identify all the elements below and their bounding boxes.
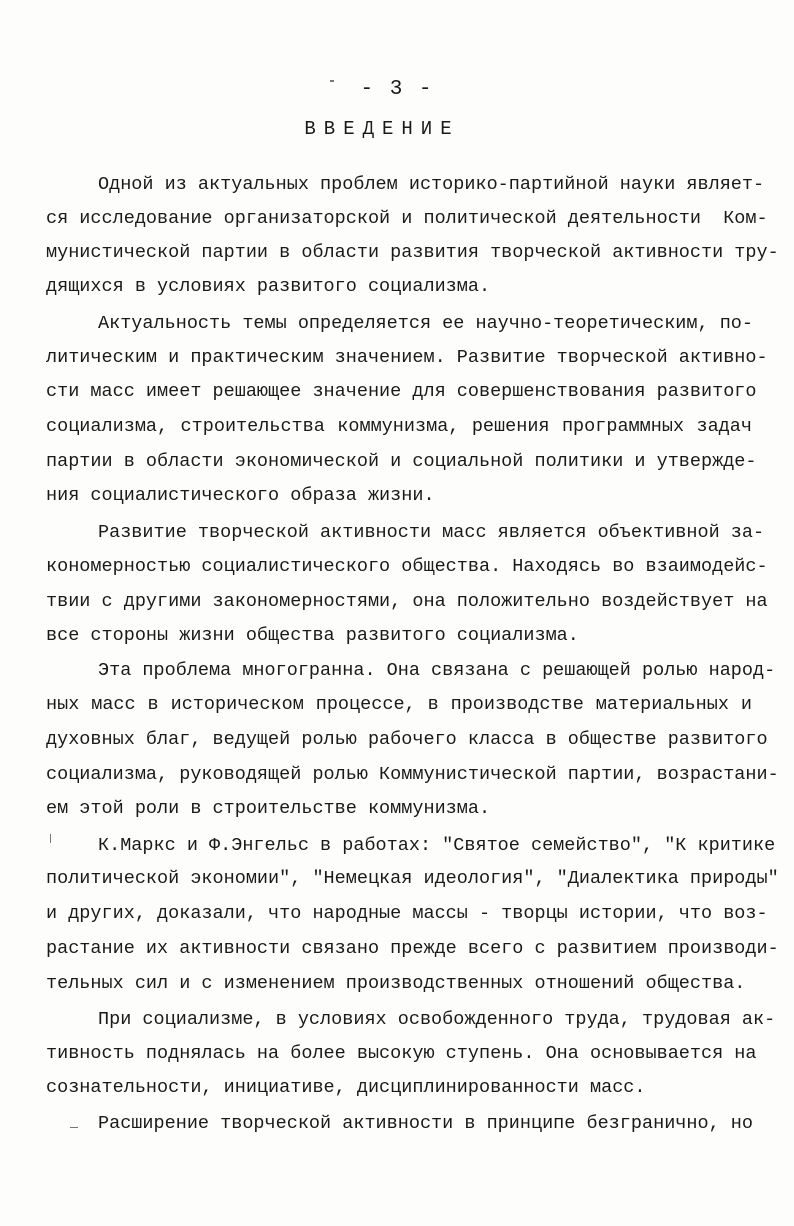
text-line: тельных сил и с изменением производственных отношений общества. (46, 973, 746, 994)
text-line: социализма, строительства коммунизма, решения программных задач (46, 416, 752, 437)
text-line: партии в области экономической и социальной политики и утвержде- (46, 451, 757, 472)
text-line: ем этой роли в строительстве коммунизма. (46, 798, 491, 819)
text-line: твии с другими закономерностями, она положительно воздействует на (46, 591, 768, 612)
text-line: Эта проблема многогранна. Она связана с решающей ролью народ- (98, 660, 776, 681)
text-line: сти масс имеет решающее значение для совершенствования развитого (46, 381, 757, 402)
text-line: политической экономии", "Немецкая идеология", "Диалектика природы" (46, 868, 779, 889)
text-line: литическим и практическим значением. Развитие творческой активно- (46, 347, 768, 368)
text-line: ния социалистического образа жизни. (46, 485, 435, 506)
text-line: духовных благ, ведущей ролью рабочего класса в обществе развитого (46, 729, 768, 750)
text-line: При социализме, в условиях освобожденного труда, трудовая ак- (98, 1009, 776, 1030)
scan-speck (330, 80, 334, 82)
text-line: Расширение творческой активности в принципе безгранично, но (98, 1113, 754, 1134)
text-line: растание их активности связано прежде всего с развитием производи- (46, 938, 779, 959)
text-line: К.Маркс и Ф.Энгельс в работах: "Святое семейство", "К критике (98, 835, 776, 856)
text-line: сознательности, инициативе, дисциплинированности масс. (46, 1077, 646, 1098)
text-line: дящихся в условиях развитого социализма. (46, 276, 491, 297)
text-line: все стороны жизни общества развитого социализма. (46, 625, 579, 646)
text-line: ся исследование организаторской и политической деятельности Ком- (46, 208, 768, 229)
text-line: кономерностью социалистического общества. Находясь во взаимодейс- (46, 556, 768, 577)
text-line: тивность поднялась на более высокую ступень. Она основывается на (46, 1043, 757, 1064)
scan-speck (70, 1127, 78, 1128)
page-number: - 3 - (360, 78, 434, 101)
page-title: ВВЕДЕНИЕ (304, 118, 460, 140)
text-line: Актуальность темы определяется ее научно-теоретическим, по- (98, 313, 754, 334)
text-line: мунистической партии в области развития творческой активности тру- (46, 242, 779, 263)
text-line: ных масс в историческом процессе, в производстве материальных и (46, 694, 752, 715)
text-line: и других, доказали, что народные массы - творцы истории, что воз- (46, 903, 768, 924)
scan-speck (50, 834, 51, 843)
text-line: Развитие творческой активности масс является объективной за- (98, 522, 765, 543)
text-line: Одной из актуальных проблем историко-партийной науки являет- (98, 174, 765, 195)
text-line: социализма, руководящей ролью Коммунистической партии, возрастани- (46, 764, 779, 785)
